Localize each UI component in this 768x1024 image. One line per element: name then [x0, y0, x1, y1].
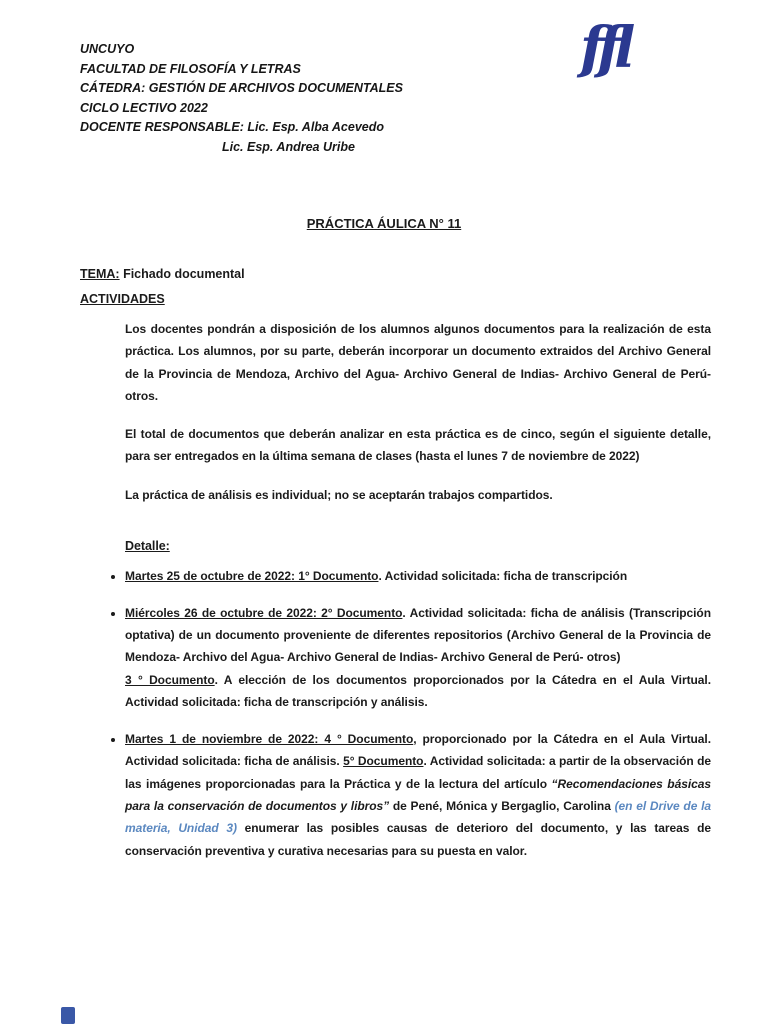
detalle-list: [80, 565, 711, 862]
list-item-doc1: [125, 565, 711, 587]
actividades-heading: ACTIVIDADES: [80, 292, 165, 306]
page-title-text: PRÁCTICA ÁULICA N° 11: [306, 216, 462, 231]
bullet-1-text: . Actividad solicitada: ficha de transcripción: [378, 569, 628, 584]
bullet-2-doc3-text: . A elección de los documentos proporcionados por la Cátedra en el Aula Virtual. Actividad solicitada: ficha de transcripción y análisis.: [125, 672, 711, 710]
bullet-3-text-4: enumerar las posibles causas de deterioro del documento, y las tareas de conservación preventiva y curativa necesarias para su puesta en valor.: [125, 821, 711, 858]
tema-line: [80, 267, 245, 281]
bullet-3-date: Martes 1 de noviembre de 2022: 4 ° Documento: [125, 731, 414, 746]
header-line-ciclo: CICLO LECTIVO 2022: [80, 100, 208, 115]
tema-value: Fichado documental: [123, 267, 245, 281]
article-title-quote: “Recomendaciones básicas para la conservación de documentos y libros”: [125, 776, 711, 813]
bullet-2-text: . Actividad solicitada: ficha de análisis (Transcripción optativa) de un documento proveniente de diferentes repositorios (Archivo General de la Provincia de Mendoza- Archivo del Agua- Archivo General de Indias- Archivo General de Perú- otros): [125, 605, 711, 665]
tema-label: TEMA:: [80, 267, 120, 281]
document-header: [80, 40, 403, 157]
bullet-3-text-2: . Actividad solicitada: a partir de la observación de las imágenes proporcionadas para la Práctica y de la lectura del artículo: [125, 754, 711, 791]
paragraph-activities-2: El total de documentos que deberán analizar en esta práctica es de cinco, según el siguiente detalle, para ser entregados en la última semana de clases (hasta el lunes 7 de noviembre de 2022): [125, 426, 711, 464]
next-page-fragment: [61, 1007, 75, 1024]
bullet-3-text-3: de Pené, Mónica y Bergaglio, Carolina: [389, 798, 615, 813]
header-line-docente: DOCENTE RESPONSABLE: Lic. Esp. Alba Acevedo: [80, 120, 384, 134]
list-item-doc4-doc5: [125, 728, 711, 862]
ffl-logo: ffl: [580, 15, 629, 81]
header-line-docente-2: Lic. Esp. Andrea Uribe: [222, 139, 355, 154]
list-item-doc2-doc3: [125, 602, 711, 714]
header-line-faculty: FACULTAD DE FILOSOFÍA Y LETRAS: [80, 61, 301, 76]
page-title: [0, 216, 768, 231]
paragraph-activities-1: Los docentes pondrán a disposición de los alumnos algunos documentos para la realización de esta práctica. Los alumnos, por su parte, deberán incorporar un documento extraidos del Archivo General de la Provincia de Mendoza, Archivo del Agua- Archivo General de Indias- Archivo General de Perú- otros.: [125, 322, 711, 404]
header-line-university: UNCUYO: [80, 42, 135, 56]
bullet-2-date: Miércoles 26 de octubre de 2022: 2° Documento: [125, 605, 403, 620]
drive-note-link[interactable]: (en el Drive de la materia, Unidad 3): [125, 798, 711, 836]
bullet-1-date: Martes 25 de octubre de 2022: 1° Documento: [125, 569, 379, 584]
bullet-3-doc5-label: 5° Documento: [343, 754, 424, 769]
bullet-3-text-1: , proporcionado por la Cátedra en el Aula Virtual. Actividad solicitada: ficha de análisis.: [125, 731, 711, 769]
document-body: [80, 318, 711, 862]
header-line-catedra: CÁTEDRA: GESTIÓN DE ARCHIVOS DOCUMENTALES: [80, 81, 403, 95]
bullet-2-doc3-label: 3 ° Documento: [125, 672, 215, 687]
detalle-heading: Detalle:: [125, 538, 170, 553]
paragraph-activities-3: La práctica de análisis es individual; no se aceptarán trabajos compartidos.: [125, 488, 553, 503]
